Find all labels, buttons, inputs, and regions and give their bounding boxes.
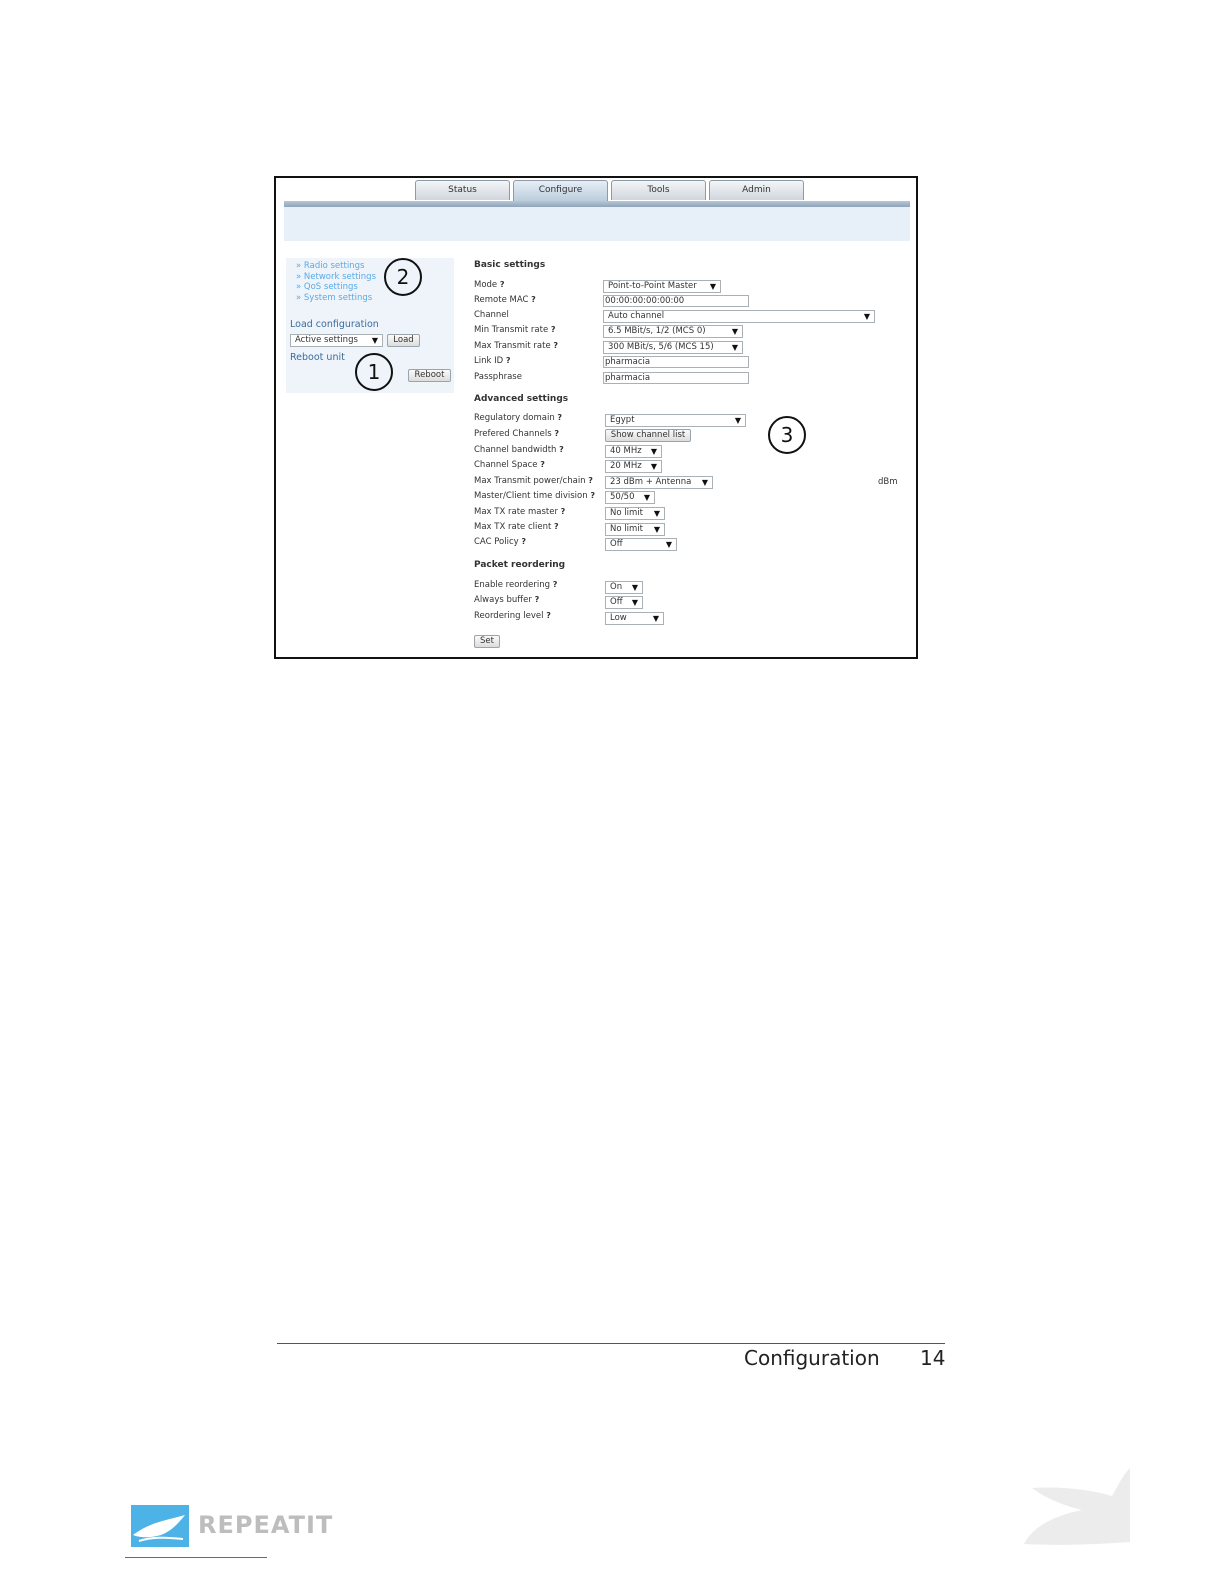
time-division-select[interactable] (605, 491, 655, 504)
prefered-channels-label (474, 429, 559, 439)
max-transmit-rate-label (474, 341, 558, 351)
nav-link-qos-settings[interactable]: » QoS settings (296, 282, 376, 293)
regulatory-domain-label (474, 413, 562, 423)
dropdown-arrow-icon: ▼ (731, 343, 738, 352)
reboot-unit-label: Reboot unit (290, 352, 345, 363)
min-rate-value: 6.5 MBit/s, 1/2 (MCS 0) (608, 326, 706, 336)
dropdown-arrow-icon: ▼ (650, 462, 657, 471)
help-icon[interactable]: ? (590, 491, 595, 500)
reordering-level-select[interactable] (605, 612, 664, 625)
bird-icon (131, 1505, 189, 1547)
advanced-settings-heading: Advanced settings (474, 394, 569, 404)
help-icon[interactable]: ? (550, 325, 556, 334)
basic-settings-heading: Basic settings (474, 260, 546, 270)
dropdown-arrow-icon: ▼ (653, 509, 660, 518)
max-rate-value: 300 MBit/s, 5/6 (MCS 15) (608, 342, 714, 352)
callout-1: 1 (355, 353, 393, 391)
help-icon[interactable]: ? (554, 522, 559, 531)
dropdown-arrow-icon: ▼ (863, 312, 870, 321)
repeatit-logo-icon (131, 1505, 189, 1547)
show-channel-list-button[interactable]: Show channel list (605, 429, 691, 442)
dropdown-arrow-icon: ▼ (665, 540, 672, 549)
enable-reordering-label (474, 580, 557, 590)
callout-3: 3 (768, 416, 806, 454)
settings-nav (296, 261, 376, 303)
max-tx-rate-client-select[interactable] (605, 523, 665, 536)
repeatit-logo-text: REPEATIT (198, 1511, 334, 1539)
mode-value: Point-to-Point Master (608, 281, 697, 291)
help-icon[interactable]: ? (521, 537, 527, 546)
space-label-text: Channel Space (474, 460, 538, 470)
cac-policy-select[interactable] (605, 538, 677, 551)
dropdown-arrow-icon: ▼ (731, 327, 738, 336)
bandwidth-label-text: Channel bandwidth (474, 445, 557, 455)
dropdown-arrow-icon: ▼ (734, 416, 741, 425)
channel-select[interactable] (603, 310, 875, 323)
max-tx-rate-master-label (474, 507, 565, 517)
max-tx-rate-client-label (474, 522, 559, 532)
dropdown-arrow-icon: ▼ (643, 493, 650, 502)
channel-space-label (474, 460, 545, 470)
dropdown-arrow-icon: ▼ (650, 447, 657, 456)
nav-link-system-settings[interactable]: » System settings (296, 293, 376, 304)
cac-value: Off (610, 539, 623, 549)
txclient-label-text: Max TX rate client (474, 522, 552, 532)
dropdown-arrow-icon: ▼ (631, 598, 638, 607)
pref-channels-label-text: Prefered Channels (474, 429, 552, 439)
mode-label (474, 280, 505, 290)
max-rate-label-text: Max Transmit rate (474, 341, 551, 351)
reordering-level-label (474, 611, 551, 621)
max-transmit-power-label (474, 476, 593, 486)
channel-value: Auto channel (608, 311, 665, 321)
enable-value: On (610, 582, 623, 592)
always-buffer-select[interactable] (605, 596, 643, 609)
dropdown-arrow-icon: ▼ (371, 336, 378, 345)
help-icon[interactable]: ? (540, 460, 545, 469)
remote-mac-label (474, 295, 536, 305)
regdomain-value: Egypt (610, 415, 635, 425)
footer-divider (277, 1343, 945, 1344)
help-icon[interactable]: ? (554, 429, 560, 438)
dropdown-arrow-icon: ▼ (631, 583, 638, 592)
min-transmit-rate-label (474, 325, 556, 335)
top-tabs (415, 180, 807, 202)
passphrase-label: Passphrase (474, 372, 522, 382)
dropdown-arrow-icon: ▼ (652, 614, 659, 623)
callout-2: 2 (384, 258, 422, 296)
load-configuration-select[interactable] (290, 334, 383, 347)
link-id-label (474, 356, 511, 366)
max-transmit-power-select[interactable] (605, 476, 713, 489)
help-icon[interactable]: ? (534, 595, 540, 604)
txclient-value: No limit (610, 524, 643, 534)
min-transmit-rate-select[interactable] (603, 325, 743, 338)
cac-label-text: CAC Policy (474, 537, 519, 547)
dropdown-arrow-icon: ▼ (653, 525, 660, 534)
timediv-value: 50/50 (610, 492, 635, 502)
tab-configure[interactable]: Configure (513, 180, 608, 202)
buffer-value: Off (610, 597, 623, 607)
help-icon[interactable]: ? (546, 611, 551, 620)
power-label-text: Max Transmit power/chain (474, 476, 586, 486)
tab-status[interactable]: Status (415, 180, 510, 200)
help-icon[interactable]: ? (559, 445, 564, 454)
mode-select[interactable] (603, 280, 721, 293)
tab-tools[interactable]: Tools (611, 180, 706, 200)
help-icon[interactable]: ? (552, 580, 558, 589)
regulatory-domain-select[interactable] (605, 414, 746, 427)
enable-label-text: Enable reordering (474, 580, 551, 590)
remote-mac-input[interactable]: 00:00:00:00:00:00 (603, 295, 749, 307)
channel-bandwidth-select[interactable] (605, 445, 662, 458)
cac-policy-label (474, 537, 526, 547)
bird-watermark-icon (1022, 1466, 1132, 1546)
help-icon[interactable]: ? (499, 280, 505, 289)
power-value: 23 dBm + Antenna (610, 477, 692, 487)
logo-underline (125, 1557, 267, 1558)
enable-reordering-select[interactable] (605, 581, 643, 594)
remote-mac-label-text: Remote MAC (474, 295, 529, 305)
power-unit: dBm (878, 477, 898, 487)
nav-link-network-settings[interactable]: » Network settings (296, 272, 376, 283)
tab-admin[interactable]: Admin (709, 180, 804, 200)
link-id-label-text: Link ID (474, 356, 504, 366)
footer-section-title: Configuration (744, 1346, 880, 1370)
router-ui-screenshot (274, 176, 918, 659)
level-label-text: Reordering level (474, 611, 544, 621)
always-buffer-label (474, 595, 539, 605)
nav-link-radio-settings[interactable]: » Radio settings (296, 261, 376, 272)
help-icon[interactable]: ? (553, 341, 559, 350)
help-icon[interactable]: ? (588, 476, 593, 485)
level-value: Low (610, 613, 627, 623)
help-icon[interactable]: ? (531, 295, 536, 304)
regdomain-label-text: Regulatory domain (474, 413, 555, 423)
buffer-label-text: Always buffer (474, 595, 532, 605)
help-icon[interactable]: ? (557, 413, 563, 422)
packet-reordering-heading: Packet reordering (474, 560, 566, 570)
load-configuration-label: Load configuration (290, 319, 379, 330)
txmaster-label-text: Max TX rate master (474, 507, 558, 517)
max-transmit-rate-select[interactable] (603, 341, 743, 354)
help-icon[interactable]: ? (505, 356, 511, 365)
max-tx-rate-master-select[interactable] (605, 507, 665, 520)
reboot-button[interactable]: Reboot (408, 369, 451, 382)
dropdown-arrow-icon: ▼ (709, 282, 716, 291)
load-button[interactable]: Load (387, 334, 420, 347)
page-number: 14 (920, 1346, 946, 1370)
space-value: 20 MHz (610, 461, 642, 471)
txmaster-value: No limit (610, 508, 643, 518)
time-division-label (474, 491, 595, 501)
set-button[interactable]: Set (474, 635, 500, 648)
channel-space-select[interactable] (605, 460, 662, 473)
link-id-input[interactable]: pharmacia (603, 356, 749, 368)
bandwidth-value: 40 MHz (610, 446, 642, 456)
help-icon[interactable]: ? (560, 507, 566, 516)
mode-label-text: Mode (474, 280, 498, 290)
load-configuration-value: Active settings (295, 335, 358, 345)
header-band (284, 207, 910, 241)
timediv-label-text: Master/Client time division (474, 491, 588, 501)
dropdown-arrow-icon: ▼ (701, 478, 708, 487)
min-rate-label-text: Min Transmit rate (474, 325, 549, 335)
channel-bandwidth-label (474, 445, 564, 455)
channel-label: Channel (474, 310, 509, 320)
passphrase-input[interactable]: pharmacia (603, 372, 749, 384)
